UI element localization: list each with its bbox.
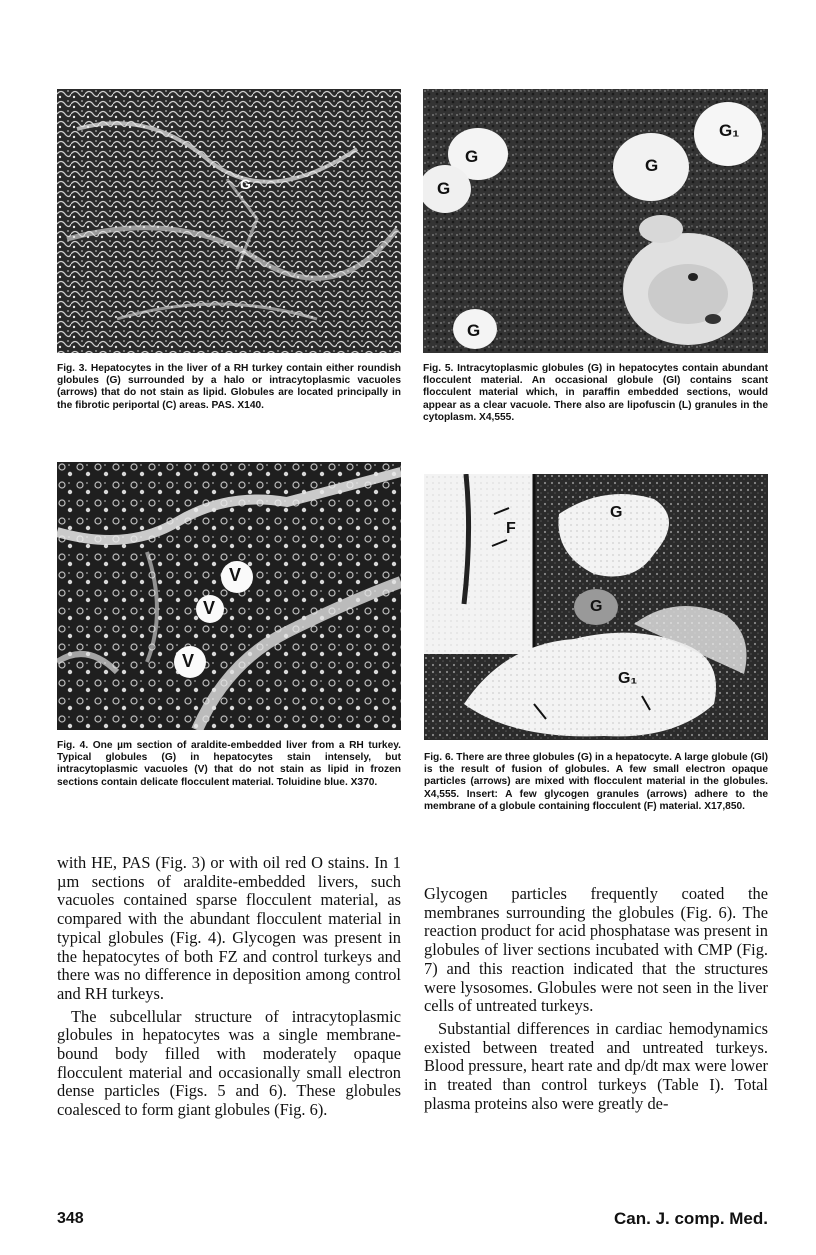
figure-6-label-g-1: G [610, 504, 623, 521]
figure-3-micrograph [57, 89, 401, 353]
figure-5-label-g-4: G [467, 321, 481, 340]
page-number: 348 [57, 1210, 84, 1227]
right-paragraph-2: Substantial differences in cardiac hemodynamics existed between treated and untreated turkeys. Blood pressure, heart rate and dp/dt max were lower in treated than control turkeys (Table I). Total plasma proteins also were greatly de- [424, 1018, 768, 1113]
left-paragraph-1: with HE, PAS (Fig. 3) or with oil red O stains. In 1 µm sections of araldite-embedded livers, such vacuoles contained sparse flocculent material, as compared with the abundant flocculent material in typical globules (Fig. 4). Glycogen was present in the hepatocytes of both FZ and control turkeys and there was no difference in deposition among control and RH turkeys. [57, 853, 401, 1003]
figure-5-label-g-3: G [645, 156, 659, 175]
figure-6-label-g-2: G [590, 598, 603, 615]
figure-6-caption: Fig. 6. There are three globules (G) in a hepatocyte. A large globule (Gl) is the result of fusion of globules. A few small electron opaque particles (arrows) are mixed with flocculent material in the globules. X4,555. Insert: A few glycogen granules (arrows) adhere to the membrane of a globule containing flocculent (F) material. X17,850. [424, 752, 768, 812]
right-text-column [424, 885, 768, 1113]
journal-name: Can. J. comp. Med. [614, 1209, 768, 1228]
right-paragraph-1: Glycogen particles frequently coated the membranes surrounding the globules (Fig. 6). The reaction product for acid phosphatase was present in globules of liver sections incubated with CMP (Fig. 7) and this reaction indicated that the structures were lysosomes. Globules were not seen in the liver cells of untreated turkeys. [424, 884, 768, 1016]
figure-4-label-v-1: V [229, 565, 242, 585]
figure-4-label-v-2: V [203, 598, 216, 618]
figure-3-label-g: G [240, 176, 251, 192]
figure-6-label-f: F [506, 520, 516, 537]
left-paragraph-2: The subcellular structure of intracytoplasmic globules in hepatocytes was a single membrane-bound body filled with moderately opaque flocculent material and occasionally small electron dense particles (Figs. 5 and 6). These globules coalesced to form giant globules (Fig. 6). [57, 1006, 401, 1120]
figure-6-micrograph [424, 474, 768, 740]
figure-4-label-v-3: V [182, 651, 195, 671]
figure-6-label-g1: G₁ [618, 670, 638, 687]
figure-4-caption: Fig. 4. One µm section of araldite-embedded liver from a RH turkey. Typical globules (G) in hepatocytes stain intensely, but intracytoplasmic vacuoles (V) that do not stain as lipid in frozen sections contain delicate flocculent material. Toluidine blue. X370. [57, 740, 401, 788]
figure-5-label-g1: G₁ [719, 121, 740, 140]
left-text-column [57, 854, 401, 1120]
figure-5-micrograph [423, 89, 768, 353]
figure-5-caption: Fig. 5. Intracytoplasmic globules (G) in hepatocytes contain abundant flocculent material. An occasional globule (Gl) contains scant flocculent material which, in paraffin embedded sections, would appear as a clear vacuole. There also are lipofuscin (L) granules in the cytoplasm. X4,555. [423, 363, 768, 423]
figure-5-label-g-2: G [437, 179, 451, 198]
figure-4-micrograph [57, 462, 401, 730]
figure-5-label-g-1: G [465, 147, 479, 166]
figure-3-caption: Fig. 3. Hepatocytes in the liver of a RH turkey contain either roundish globules (G) surrounded by a halo or intracytoplasmic vacuoles (arrows) that do not stain as lipid. Globules are located principally in the fibrotic periportal (C) areas. PAS. X140. [57, 363, 401, 411]
